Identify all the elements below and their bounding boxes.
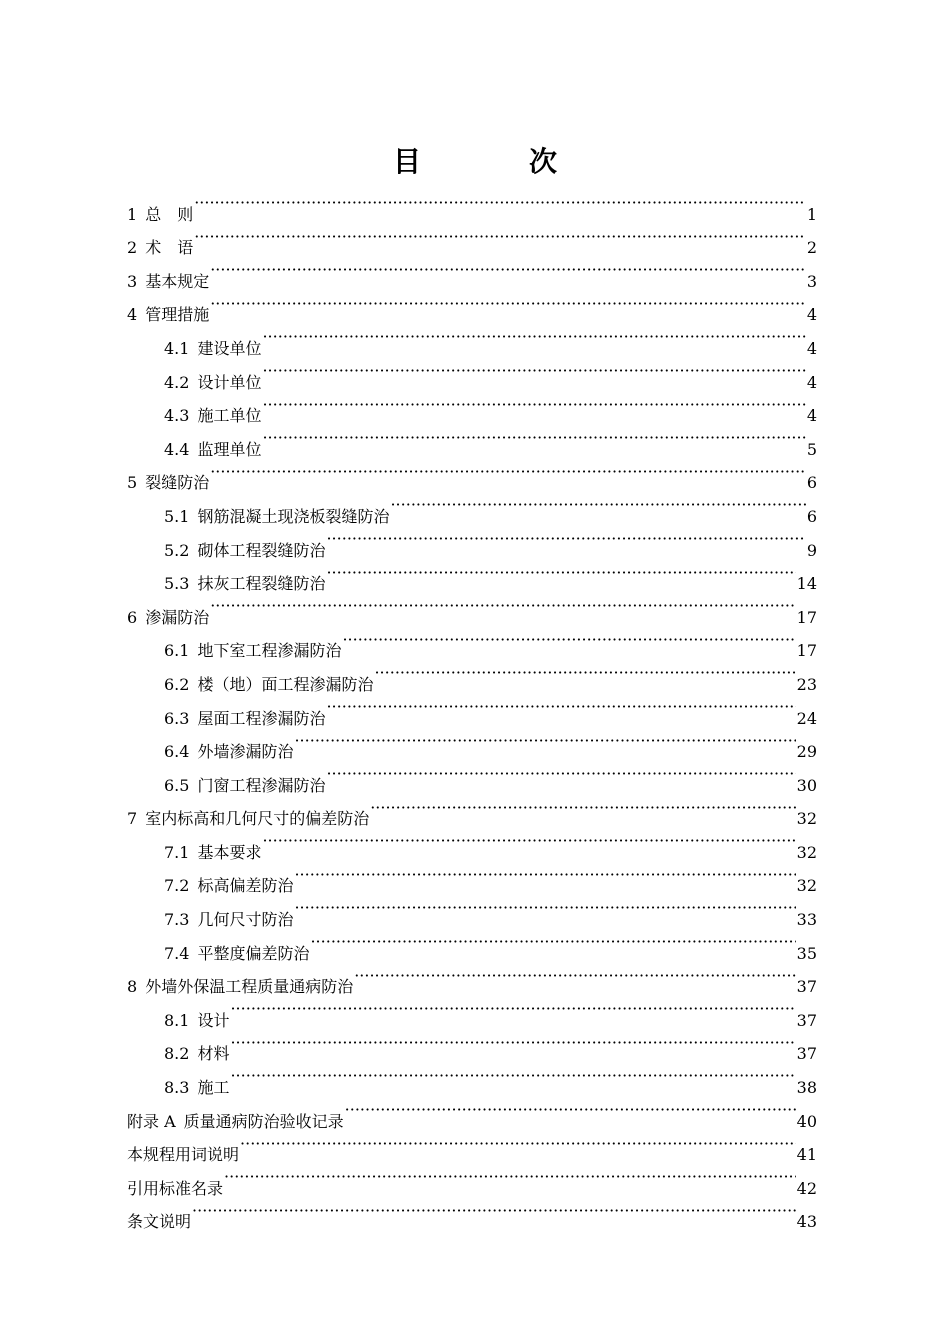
toc-entry-page-number: 17 [796,607,817,627]
toc-entry-page-number: 6 [806,473,817,493]
toc-entry-number: 5.1 [164,506,190,526]
toc-entry-page-number: 2 [806,238,817,258]
toc-entry-label: 钢筋混凝土现浇板裂缝防治 [197,506,390,526]
toc-entry-page-number: 4 [806,338,817,358]
toc-entry-page-number: 32 [796,876,817,896]
dot-leader [310,925,795,959]
toc-entry-label: 基本要求 [197,842,262,862]
dot-leader [342,623,795,657]
toc-entry-label: 建设单位 [197,338,262,358]
toc-entry-label: 标高偏差防治 [197,876,294,896]
toc-entry-number: 5.3 [164,574,190,594]
dot-leader [194,220,806,254]
toc-entry-number: 7.4 [164,943,190,963]
toc-entry-number: 7.3 [164,910,190,930]
toc-entry-number: 6.3 [164,708,190,728]
toc-entry-label: 设计 [197,1010,230,1030]
toc-entry-page-number: 23 [796,674,817,694]
toc-entry-label: 质量通病防治验收记录 [183,1111,344,1131]
dot-leader [224,1160,796,1194]
toc-entry-label: 几何尺寸防治 [197,910,294,930]
dot-leader [326,556,795,590]
toc-entry-label: 施工单位 [197,406,262,426]
toc-entry-page-number: 38 [796,1078,817,1098]
toc-entry-page-number: 3 [806,271,817,291]
toc-entry-number: 4.2 [164,372,190,392]
dot-leader [326,690,795,724]
toc-entry-label: 室内标高和几何尺寸的偏差防治 [145,809,370,829]
toc-entry-page-number: 29 [796,742,817,762]
toc-entry-number: 6.4 [164,742,190,762]
toc-entry-page-number: 14 [796,574,817,594]
toc-entry-page-number: 32 [796,842,817,862]
toc-entry-label: 施工 [197,1078,230,1098]
toc-entry-label: 术 语 [145,238,194,258]
toc-entry-number: 7.1 [164,842,190,862]
dot-leader [370,791,795,825]
dot-leader [262,320,805,354]
toc-entry[interactable] [127,186,817,224]
toc-entry-number: 1 [127,204,138,224]
dot-leader [194,186,806,220]
page-title: 目 次 [392,145,597,178]
toc-entry-number: 6 [127,607,138,627]
toc-entry[interactable] [127,589,817,627]
dot-leader [294,891,795,925]
toc-entry-number: 附录 A [127,1111,176,1131]
toc-entry-page-number: 24 [796,708,817,728]
toc-entry-number: 6.2 [164,674,190,694]
dot-leader [210,455,806,489]
toc-entry-page-number: 43 [796,1212,817,1232]
toc-entry-label: 材料 [197,1044,230,1064]
toc-entry-page-number: 42 [796,1178,817,1198]
toc-entry-number: 8.3 [164,1078,190,1098]
dot-leader [374,656,795,690]
table-of-contents [127,186,817,1232]
toc-entry[interactable] [127,287,817,325]
toc-entry-label: 渗漏防治 [145,607,210,627]
dot-leader [262,354,805,388]
toc-entry-page-number: 4 [806,406,817,426]
toc-entry-number: 8 [127,977,138,997]
toc-entry[interactable] [127,1194,817,1232]
dot-leader [262,824,795,858]
dot-leader [262,388,805,422]
toc-entry-label: 设计单位 [197,372,262,392]
toc-entry[interactable] [127,1026,817,1064]
toc-entry-page-number: 17 [796,641,817,661]
toc-entry[interactable] [127,253,817,291]
toc-entry-number: 2 [127,238,138,258]
toc-entry-label: 裂缝防治 [145,473,210,493]
toc-entry-page-number: 37 [796,1044,817,1064]
toc-entry[interactable] [127,1059,817,1098]
toc-entry-label: 楼（地）面工程渗漏防治 [197,674,374,694]
toc-entry-number: 3 [127,271,138,291]
dot-leader [230,992,795,1026]
dot-leader [326,522,805,556]
toc-entry-page-number: 41 [796,1145,817,1165]
toc-entry-page-number: 4 [806,372,817,392]
dot-leader [230,1059,795,1093]
toc-entry-page-number: 30 [796,775,817,795]
toc-entry-label: 管理措施 [145,305,210,325]
toc-entry-page-number: 4 [806,305,817,325]
toc-entry-number: 4.1 [164,338,190,358]
dot-leader [294,858,795,892]
toc-entry[interactable] [127,992,817,1030]
toc-entry-page-number: 1 [806,204,817,224]
toc-entry-number: 4.3 [164,406,190,426]
toc-entry-page-number: 9 [806,540,817,560]
toc-entry-page-number: 6 [806,506,817,526]
toc-entry-label: 抹灰工程裂缝防治 [197,574,326,594]
toc-entry[interactable] [127,320,817,358]
toc-entry[interactable] [127,1093,817,1131]
toc-entry-label: 砌体工程裂缝防治 [197,540,326,560]
toc-entry-number: 5 [127,473,138,493]
dot-leader [230,1026,795,1060]
toc-entry[interactable] [127,488,817,526]
toc-entry-label: 屋面工程渗漏防治 [197,708,326,728]
toc-entry[interactable] [127,220,817,258]
toc-entry-label: 引用标准名录 [127,1178,224,1198]
toc-entry-label: 监理单位 [197,439,262,459]
toc-entry-label: 本规程用词说明 [127,1145,240,1165]
dot-leader [210,253,806,287]
toc-entry-number: 7.2 [164,876,190,896]
toc-entry-number: 7 [127,809,138,829]
toc-entry-page-number: 32 [796,809,817,829]
dot-leader [210,589,795,623]
dot-leader [210,287,806,321]
toc-entry-page-number: 5 [806,439,817,459]
toc-entry-label: 外墙渗漏防治 [197,742,294,762]
toc-entry-page-number: 37 [796,1010,817,1030]
toc-entry-label: 基本规定 [145,271,210,291]
dot-leader [354,959,795,993]
toc-entry-page-number: 33 [796,910,817,930]
dot-leader [192,1194,796,1228]
toc-entry[interactable] [127,623,817,661]
toc-entry[interactable] [127,455,817,493]
toc-entry-number: 8.1 [164,1010,190,1030]
toc-entry-label: 条文说明 [127,1212,192,1232]
toc-entry-number: 4.4 [164,439,190,459]
toc-entry-number: 6.5 [164,775,190,795]
toc-entry[interactable] [127,1160,817,1198]
dot-leader [240,1127,796,1161]
dot-leader [326,757,795,791]
toc-entry-label: 外墙外保温工程质量通病防治 [145,977,354,997]
toc-entry-label: 总 则 [145,204,194,224]
toc-entry-number: 8.2 [164,1044,190,1064]
dot-leader [294,724,795,758]
toc-entry-label: 门窗工程渗漏防治 [197,775,326,795]
toc-entry-label: 地下室工程渗漏防治 [197,641,342,661]
toc-entry-number: 5.2 [164,540,190,560]
dot-leader [390,488,805,522]
toc-entry-page-number: 37 [796,977,817,997]
toc-entry-number: 4 [127,305,138,325]
toc-entry-number: 6.1 [164,641,190,661]
toc-entry-label: 平整度偏差防治 [197,943,310,963]
dot-leader [262,421,805,455]
toc-entry-page-number: 40 [796,1111,817,1131]
toc-entry-page-number: 35 [796,943,817,963]
dot-leader [345,1093,796,1127]
